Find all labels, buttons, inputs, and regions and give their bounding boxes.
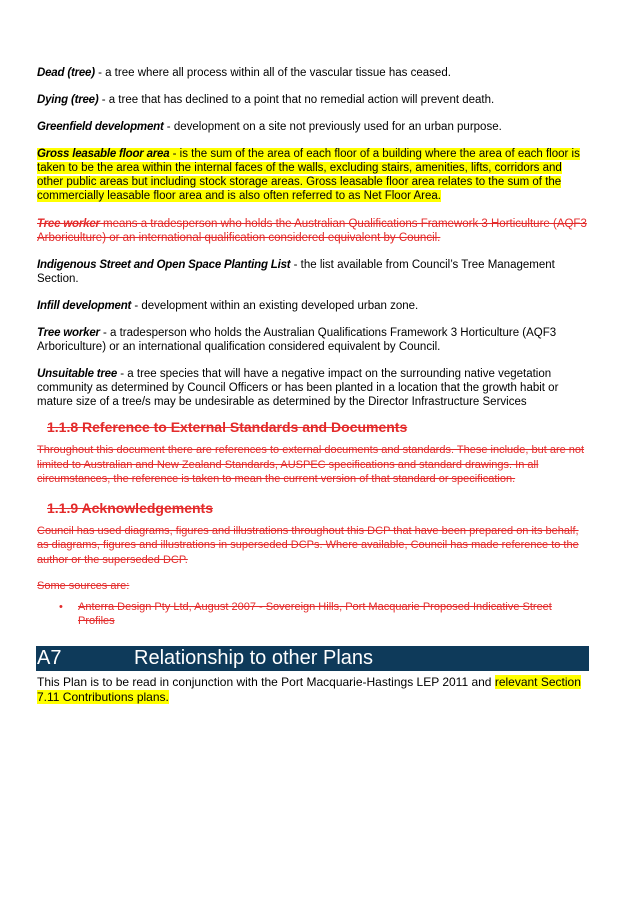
definition-term: Tree worker (37, 327, 100, 339)
definition-term: Gross leasable floor area (37, 148, 170, 160)
section-a7-text: This Plan is to be read in conjunction with the Port Macquarie-Hastings LEP 2011 and (37, 674, 495, 689)
list-item (59, 600, 589, 628)
section-a7-body (37, 675, 589, 705)
definition-indigenous-planting-list (37, 258, 589, 286)
definition-term: Infill development (37, 300, 132, 312)
definition-text: - development within an existing developed urban zone. (131, 300, 419, 312)
source-text: Anterra Design Pty Ltd, August 2007 - Sovereign Hills, Port Macquarie Proposed Indicative Street Profiles (78, 600, 552, 627)
definition-term: Dead (tree) (37, 67, 95, 79)
sources-list (37, 600, 589, 628)
definition-dead-tree (37, 66, 589, 80)
definition-text: - a tree where all process within all of the vascular tissue has ceased. (94, 67, 451, 79)
section-heading-1-1-8: 1.1.8 Reference to External Standards and Documents (47, 419, 408, 435)
definition-term: Greenfield development (37, 121, 164, 133)
definition-text: - development on a site not previously used for an urban purpose. (163, 121, 502, 133)
definition-term: Dying (tree) (37, 94, 99, 106)
definition-text: - a tree that has declined to a point that no remedial action will prevent death. (98, 94, 495, 106)
section-a7-highlight: relevant Section 7.11 Contributions plans. (37, 674, 581, 704)
definition-text: - the list available from Council’s Tree Management Section. (37, 259, 555, 285)
definition-text: - is the sum of the area of each floor of a building where the area of each floor is taken to be the area within the internal faces of the walls, excluding stairs, amenities, lifts, corridors and other public areas but including stock storage areas. Gross leasable floor area relates to the sum of the commercially leasable floor area and is also often referred to as Net Floor Area. (37, 148, 580, 202)
definition-term: Unsuitable tree (37, 368, 118, 380)
definition-infill-development (37, 299, 589, 313)
definition-tree-worker-deleted (37, 217, 589, 245)
section-banner-a7 (36, 646, 589, 671)
section-heading-1-1-9: 1.1.9 Acknowledgements (47, 499, 213, 516)
sources-label: Some sources are: (37, 580, 130, 592)
section-number: A7 (37, 646, 62, 669)
definition-text: - a tradesperson who holds the Australian Qualifications Framework 3 Horticulture (AQF3 Arboriculture) or an international qualification considered equivalent by Council. (37, 327, 557, 353)
definition-term: Tree worker (37, 218, 100, 230)
bullet-icon: • (59, 600, 63, 613)
section-body-1-1-8: Throughout this document there are references to external documents and standards. These include, but are not limited to Australian and New Zealand Standards, AUSPEC specifications and standard drawings. In all circumstances, the reference is taken to mean the current version of that standard or specification. (37, 444, 585, 485)
definition-dying-tree (37, 93, 589, 107)
document-page (37, 66, 589, 705)
definition-unsuitable-tree (37, 367, 589, 409)
definition-term: Indigenous Street and Open Space Planting List (37, 259, 291, 271)
definition-greenfield-development (37, 120, 589, 134)
section-body-1-1-9: Council has used diagrams, figures and illustrations throughout this DCP that have been prepared on its behalf, as diagrams, figures and illustrations in superseded DCPs. Where available, Council has made reference to the author or the superseded DCP. (37, 524, 579, 566)
definition-tree-worker (37, 326, 589, 354)
definition-gross-leasable-floor-area (37, 147, 589, 203)
section-title: Relationship to other Plans (134, 646, 374, 669)
definition-text: means a tradesperson who holds the Australian Qualifications Framework 3 Horticulture (AQF3 Arboriculture) or an international qualification considered equivalent by Council. (37, 218, 587, 244)
definition-text: - a tree species that will have a negative impact on the surrounding native vegetation community as determined by Council Officers or has been planted in a location that the growth habit or mature size of a tree/s may be undesirable as determined by the Director Infrastructure Services (37, 368, 559, 408)
